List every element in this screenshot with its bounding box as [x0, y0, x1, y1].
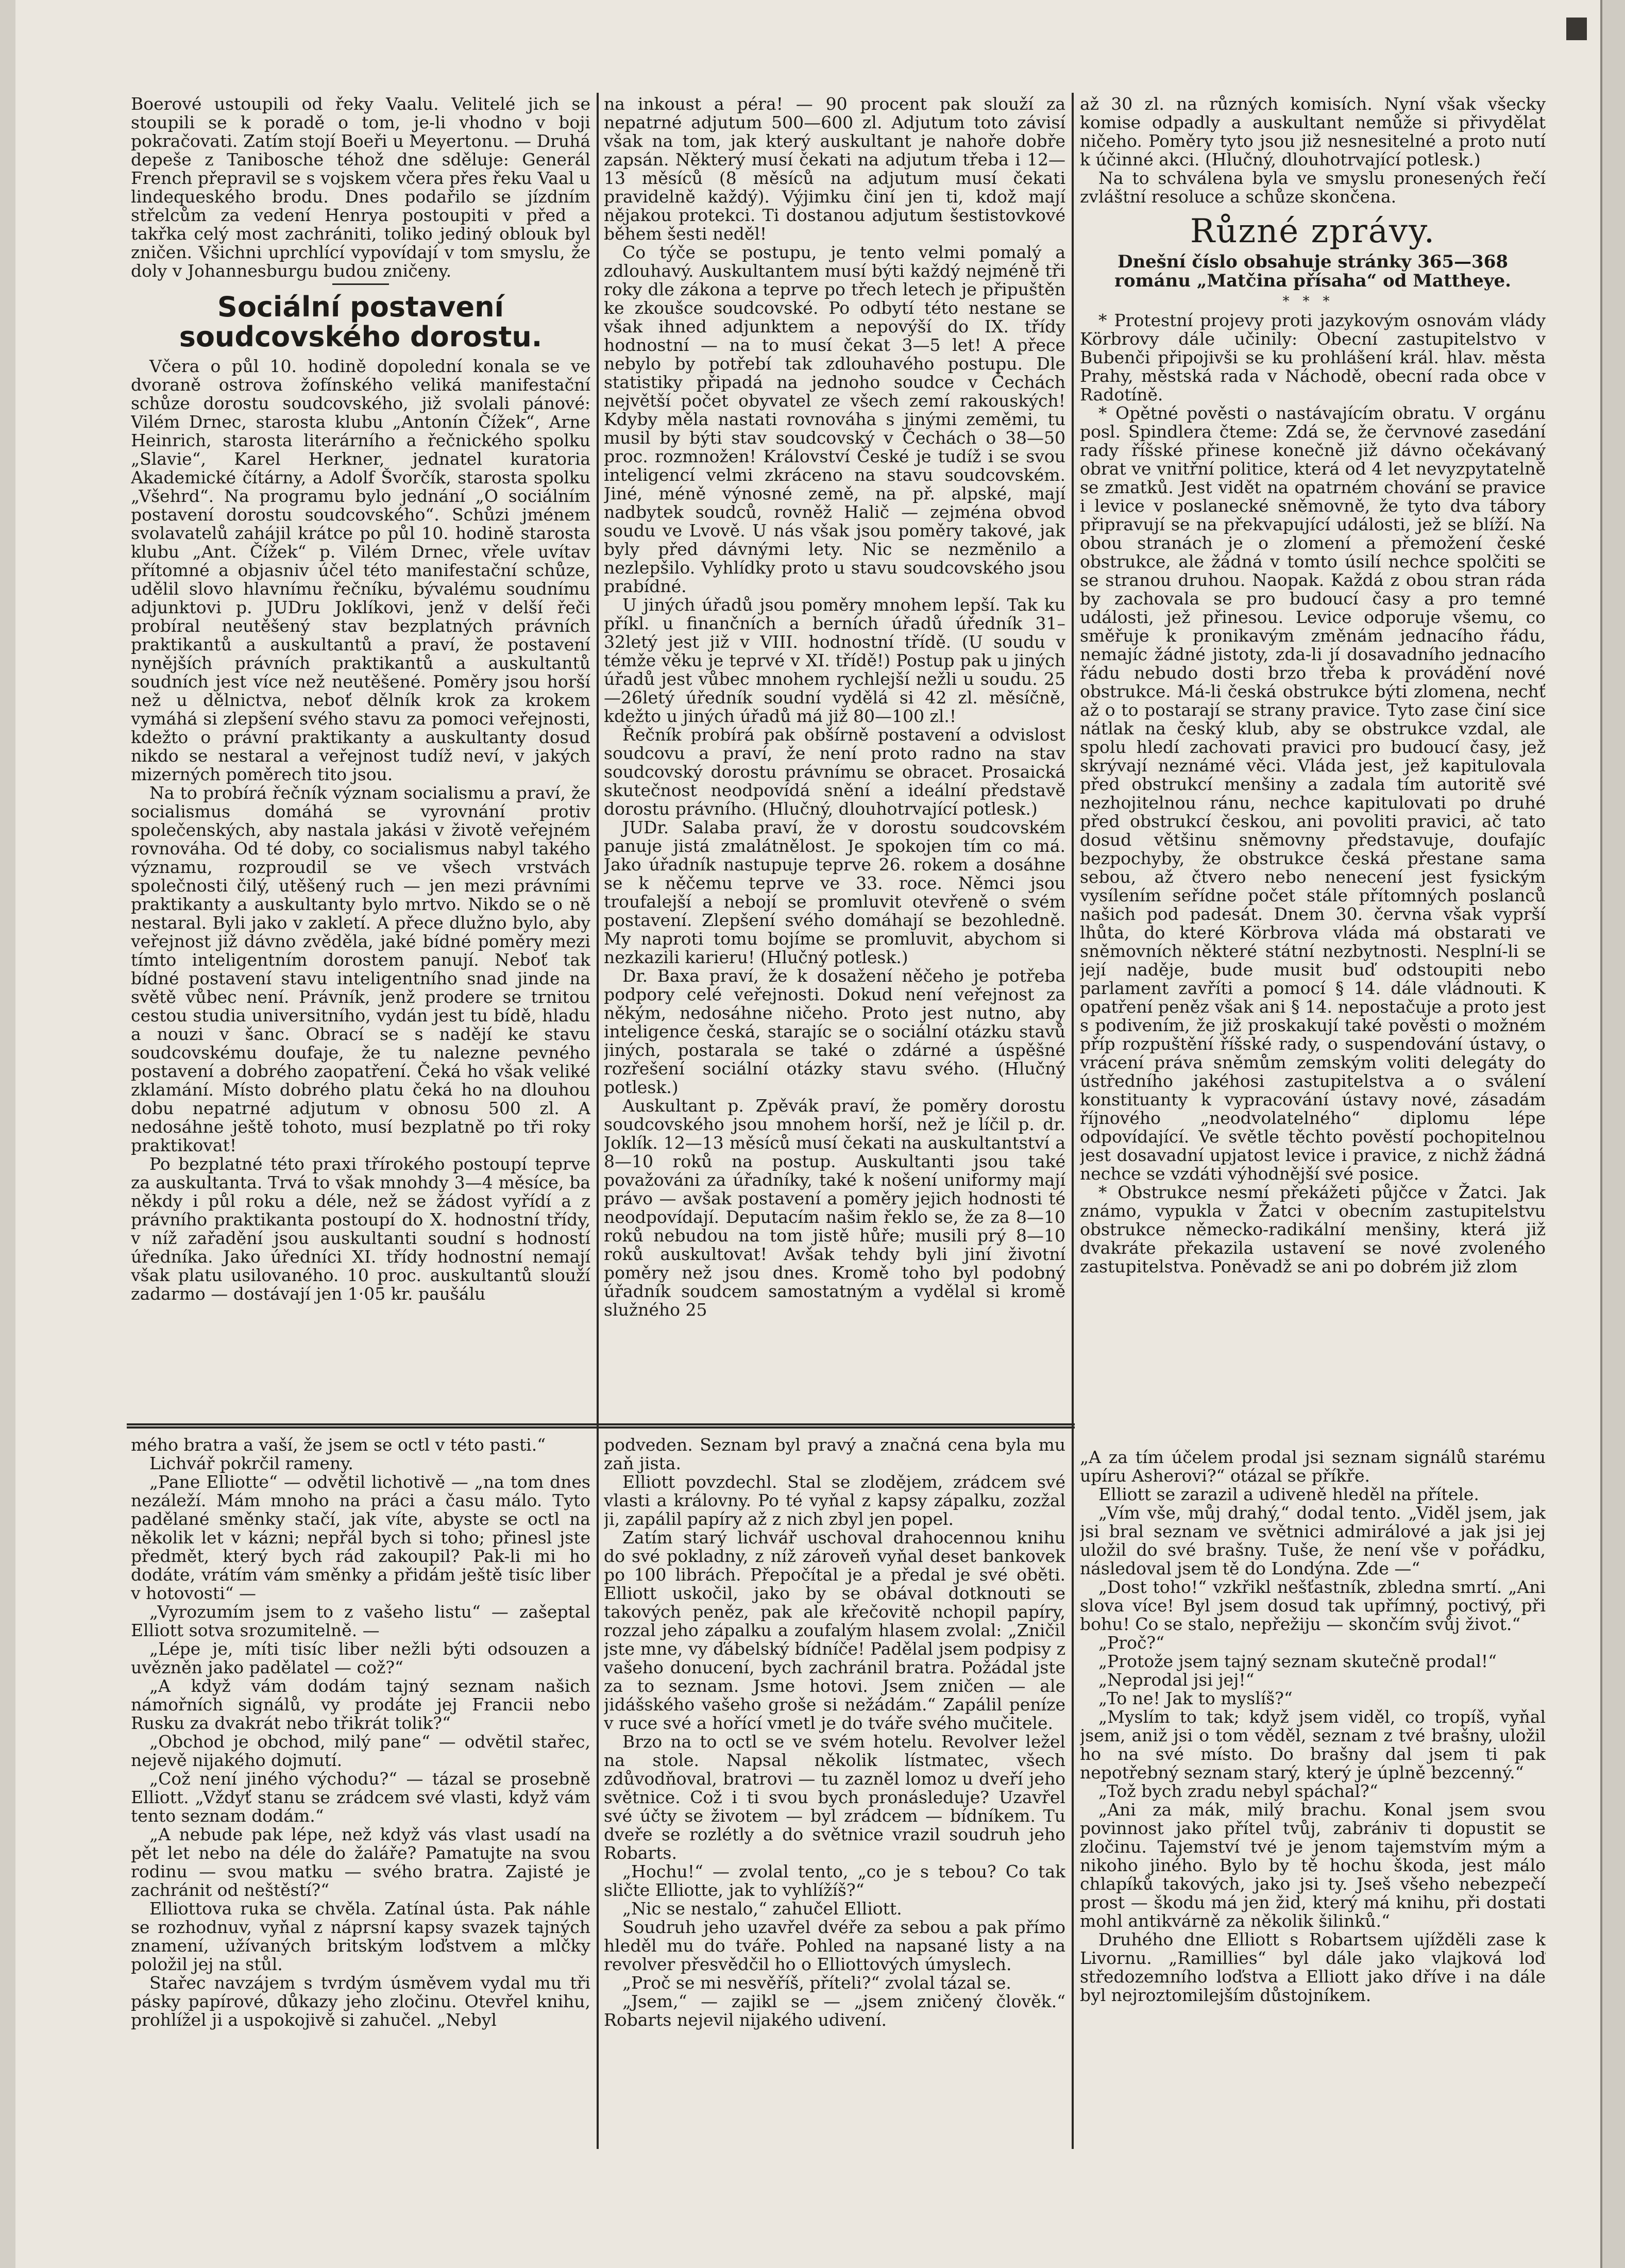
paragraph: Dr. Baxa praví, že k dosažení něčeho je potřeba podpory celé veřejnosti. Dokud není veřejnost za někým, nedosáhne ničeho. Proto jest nutno, aby inteligence česká, starajíc se o sociální otázku stavů jiných, postarala se také o zdárné a úspěšné rozřešení sociální otázky stavu svého. (Hlučný potlesk.)	[604, 966, 1065, 1097]
paragraph: Brzo na to octl se ve svém hotelu. Revolver ležel na stole. Napsal několik lístmatec, všech zdůvodňoval, bratrovi — tu zazněl lomoz u dveří jeho světnice. Což i ti svou bych pronásleduje? Uzavřel své účty se životem — byl zrádcem — bídníkem. Tu dveře se rozlétly a do světnice vrazil soudruh jeho Robarts.	[604, 1732, 1065, 1863]
paragraph: Elliottova ruka se chvěla. Zatínal ústa. Pak náhle se rozhodnuv, vyňal z náprsní kapsy svazek tajných znamení, užívaných britským loďstvem a mlčky položil jej na stůl.	[131, 1899, 590, 1974]
feuilleton-rule	[127, 1423, 1075, 1429]
paragraph: Zatím starý lichvář uschoval drahocennou knihu do své pokladny, z níž zároveň vyňal deset bankovek po 100 librách. Přepočítal je a předal je své oběti. Elliott uskočil, jako by se obával dotknouti se takových peněz, pak ale křečovitě nchopil papíry, rozzal jeho zápalku a zoufalým hlasem zvolal: „Zničil jste mne, vy ďábelský bídníče! Padělal jsem podpisy z vašeho donucení, bych zachránil bratra. Požádal jste za to seznam. Jsme hotovi. Jsem zničen — ale jidášského vašeho groše si nežádám.“ Zapálil peníze v ruce své a hořící vmetl je do tváře svého mučitele.	[604, 1527, 1065, 1733]
stars-divider: ***	[1282, 294, 1343, 309]
paragraph: Elliott se zarazil a udiveně hleděl na přítele.	[1098, 1484, 1479, 1504]
paragraph: „Proč?“	[1098, 1633, 1164, 1653]
paragraph: „Proč se mi nesvěříš, příteli?“ zvolal tázal se.	[622, 1973, 1011, 1993]
supplement-notice: Dnešní číslo obsahuje stránky 365—368 románu „Matčina přísaha“ od Mattheye.	[1114, 251, 1511, 291]
paragraph: Včera o půl 10. hodině dopolední konala se ve dvoraně ostrova žofínského veliká manifestační schůze dorostu soudcovského, již svolali pánové: Vilém Drnec, starosta klubu „Antonín Čížek“, Arne Heinrich, starosta literárního a řečnického spolku „Slavie“, Karel Herkner, jednatel kuratoria Akademické čítárny, a Adolf Švorčík, starosta spolku „Všehrd“. Na programu bylo jednání „O sociálním postavení dorostu soudcovského“. Schůzi jménem svolavatelů zahájil krátce po půl 10. hodině starosta klubu „Ant. Čížek“ p. Vilém Drnec, vřele uvítav přítomné a objasniv účel této manifestační schůze, udělil slovo hlavnímu řečníku, bývalému soudnímu adjunktovi p. JUDru Joklíkovi, jenž v delší řeči probíral neutěšený stav bezplatných právních praktikantů a auskultantů a praví, že postavení nynějších právních praktikantů a auskultantů soudních jest více než neutěšené. Poměry jsou horší než u dělnictva, neboť dělník krok za krokem vymáhá si zlepšení svého stavu za pomoci veřejnosti, kdežto o právní praktikanty a auskultanty dosud nikdo se nestaral a veřejnost tudíž neví, v jakých mizerných poměrech tito jsou.	[131, 356, 590, 784]
paragraph: „Dost toho!“ vzkřikl nešťastník, zbledna smrtí. „Ani slova více! Byl jsem dosud tak upřímný, poctivý, při bohu! Co se stalo, nepřežiju — skončím svůj život.“	[1080, 1577, 1546, 1634]
paragraph: „Lépe je, míti tisíc liber nežli býti odsouzen a uvězněn jako padělatel — což?“	[131, 1639, 590, 1677]
paragraph: Lichvář pokrčil rameny.	[149, 1453, 353, 1473]
paragraph: „Myslím to tak; když jsem viděl, co tropíš, vyňal jsem, aniž jsi o tom věděl, seznam z tvé brašny, uložil ho na své místo. Do brašny dal jsem ti pak nepotřebný seznam starý, který je úplně bezcenný.“	[1080, 1707, 1546, 1783]
feuilleton-middle	[604, 1436, 1065, 2152]
paragraph: až 30 zl. na různých komisích. Nyní však všecky komise odpadly a auskultant nemůže si přivydělat ničeho. Poměry tyto jsou již nesnesitelné a proto nutí k účinné akci. (Hlučný, dlouhotrvající potlesk.)	[1080, 95, 1546, 170]
paragraph: „Hochu!“ — zvolal tento, „co je s tebou? Co tak sličte Elliotte, jak to vyhlížíš?“	[604, 1861, 1065, 1900]
page-left-edge	[0, 0, 15, 2268]
paragraph: JUDr. Salaba praví, že v dorostu soudcovském panuje jistá zmalátnělost. Je spokojen tím co má. Jako úřadník nastupuje teprve 26. rokem a dosáhne se k něčemu teprve ve 33. roce. Němci jsou troufalejší a nebojí se promluvit otevřeně o svém postavení. Zlepšení svého domáhají se bezohledně. My naproti tomu bojíme se promluvit, abychom si nezkazili karieru! (Hlučný potlesk.)	[604, 817, 1065, 967]
paragraph: „A za tím účelem prodal jsi seznam signálů starému upíru Asherovi?“ otázal se příkře.	[1080, 1448, 1546, 1486]
news-item: * Obstrukce nesmí překážeti půjčce v Žatci. Jak známo, vypukla v Žatci v obecním zastupitelstvu obstrukce německo-radikální menšiny, která již dvakráte překazila ustavení se nové zvoleného zastupitelstva. Poněvadž se ani po dobrém již zlom	[1080, 1182, 1546, 1276]
paragraph: „Neprodal jsi jej!“	[1098, 1670, 1255, 1690]
news-item: * Opětné pověsti o nastávajícím obratu. V orgánu posl. Spindlera čteme: Zdá se, že červnové zasedání rady říšské přinese konečně již dávno očekávaný obrat ve vnitřní politice, která od 4 let nevyzpytatelně se zmatků. Jest vidět na opatrném chování se pravice i levice v poslanecké sněmovně, že tyto dva tábory připravují se na překvapující události, jež se blíží. Na obou stranách je o zlomení a přemožení české obstrukce, ale žádná v tomto úsilí nechce spolčiti se se stranou druhou. Naopak. Každá z obou stran ráda by zachovala se pro budoucí časy a pro temné události, jež přinesou. Levice odporuje všemu, co směřuje k pronikavým změnám jednacího řádu, nemajíc žádné jistoty, zda-li jí dosavadního jednacího řádu nebudo dosti brzo třeba k provádění nové obstrukce. Má-li česká obstrukce býti zlomena, nechť až o to postarají se strany pravice. Tyto zase činí sice nátlak na český klub, aby se obstrukce vzdal, ale spolu hledí zachovati pravici pro budoucí časy, jež skrývají neznámé věci. Vláda jest, jež kapitulovala před obstrukcí menšiny a zadala tím autoritě své nezhojitelnou ránu, nechce kapitulovati po druhé před obstrukcí českou, ani povoliti pravici, ač tato dosud většinu sněmovny představuje, doufajíc bezpochyby, že obstrukce česká přestane sama sebou, až čtvero nebo nenecení jest fysickým vysílením seřídne počet stále přítomných poslanců našich pod padesát. Dnem 30. června však vyprší lhůta, do které Körbrova vláda má obstarati ve sněmovních některé státní nezbytnosti. Nesplní-li se její naděje, bude musit buď odstoupiti nebo parlament zavříti a pomocí § 14. dále vládnouti. K opatření peněz však ani § 14. nepostačuje a proto jest s podivením, že již proskakují také pověsti o možném příp rozpuštění říšské rady, o suspendování ústavy, o vrácení práva sněmům zemským voliti delegáty do ústředního jakéhosi zastupitelstva a o sválení konstituanty k vypracování ústavy nové, zásadám říjnového „neodvolatelného“ diplomu lépe odpovídající. Ve světle těchto pověstí pochopitelnou jest dosavadní upjatost levice i pravice, z nichž žádná nechce se vzdáti výhodnější své posice.	[1080, 403, 1546, 1184]
paragraph: „Vyrozumím jsem to z vašeho listu“ — zašeptal Elliott sotva srozumitelně. —	[131, 1602, 590, 1640]
column-rule-1	[597, 93, 599, 2149]
paragraph: „Jsem,“ — zajikl se — „jsem zničený člověk.“ Robarts nejevil nijakého udivení.	[604, 1991, 1065, 2030]
paragraph: Auskultant p. Zpěvák praví, že poměry dorostu soudcovského jsou mnohem horší, než je líčil p. dr. Joklík. 12—13 měsíců musí čekati na auskultantství a 8—10 roků na postup. Auskultanti jsou také považováni za úřadníky, také k nošení uniformy mají právo — avšak postavení a poměry jejich hodnosti té neodpovídají. Deputacím našim řeklo se, že za 8—10 roků nebudou na tom jistě hůře; musili prý 8—10 roků auskultovat! Avšak tehdy byli jiní životní poměry než jsou dnes. Kromě toho byl podobný úřadník soudcem samostatným a vydělal si kromě služného 25	[604, 1096, 1065, 1320]
paragraph: „To ne! Jak to myslíš?“	[1098, 1688, 1293, 1708]
paragraph: Druhého dne Elliott s Robartsem ujížděli zase k Livornu. „Ramillies“ byl dále jako vlajková loď středozemního loďstva a Elliott jako dříve i na dále byl nejroztomilejším důstojníkem.	[1080, 1929, 1546, 2005]
paragraph: Stařec navzájem s tvrdým úsměvem vydal mu tři pásky papírové, důkazy jeho zločinu. Otevřel knihu, prohlížel ji a uspokojivě si zahučel. „Nebyl	[131, 1973, 590, 2030]
paragraph: Soudruh jeho uzavřel dvéře za sebou a pak přímo hleděl mu do tváře. Pohled na napsané listy a na revolver přesvědčil ho o Elliottových úmyslech.	[604, 1917, 1065, 1974]
paragraph: Na to schválena byla ve smyslu pronesených řečí zvláštní resoluce a schůze skončena.	[1080, 168, 1546, 207]
section-divider	[332, 283, 389, 285]
paragraph: „Ani za mák, milý brachu. Konal jsem svou povinnost jako přítel tvůj, zabrániv ti dopustit se zločinu. Tajemství tvé je jenom tajemstvím mým a nikoho jiného. Bylo by tě hochu škoda, jest málo chlapíků takových, jako jsi ty. Jseš všeho nebezpečí prost — škodu má jen žid, který má knihu, při dostati mohl antikvárně za několik šilinků.“	[1080, 1800, 1546, 1931]
paragraph: „Pane Elliotte“ — odvětil lichotivě — „na tom dnes nezáleží. Mám mnoho na práci a času málo. Tyto padělané směnky stačí, jak víte, abyste se octl na několik let v kázni; nepřál bych si toho; přinesl jste předmět, který bych rád zakoupil? Pak-li mi ho dodáte, vrátím vám směnky a přidám ještě tisíc liber v hotovosti“ —	[131, 1472, 590, 1603]
paragraph: „Tož bych zradu nebyl spáchal?“	[1098, 1781, 1378, 1801]
headline-social: Sociální postavení soudcovského dorostu.	[179, 291, 543, 353]
feuilleton-right	[1080, 1448, 1546, 2152]
page-right-edge	[1600, 0, 1625, 2268]
paragraph: U jiných úřadů jsou poměry mnohem lepší. Tak ku příkl. u finančních a berních úřadů úředník 31–32letý jest již v VIII. hodnostní třídě. (U soudu v témže věku je teprvé v XI. třídě!) Postup pak u jiných úřadů jest vůbec mnohem rychlejší nežli u soudu. 25—26letý úředník soudní vydělá si 42 zl. měsíčně, kdežto u jiných úřadů má již 80—100 zl.!	[604, 595, 1065, 726]
paragraph: „A když vám dodám tajný seznam našich námořních signálů, vy prodáte jej Francii nebo Rusku za dvakrát nebo třikrát tolik?“	[131, 1676, 590, 1733]
paragraph: na inkoust a péra! — 90 procent pak slouží za nepatrné adjutum 500—600 zl. Adjutum toto závisí však na tom, jak který auskultant je nahoře dobře zapsán. Některý musí čekati na adjutum třeba i 12—13 měsíců (8 měsíců na adjutum musí čekati pravidelně každý). Výjimku činí jen ti, kdož mají nějakou protekci. Ti dostanou adjutum šestistovkové během šesti neděl!	[604, 95, 1065, 244]
corner-mark	[1566, 18, 1587, 40]
column-rule-2	[1072, 93, 1074, 2149]
paragraph: Po bezplatné této praxi třírokého postoupí teprve za auskultanta. Trvá to však mnohdy 3—4 měsíce, ba někdy i půl roku a déle, než se žádost vyřídí a z právního praktikanta postoupí do X. hodnostní třídy, v níž zařadění jsou auskultanti soudní s hodností úředníka. Jako úředníci XI. třídy hodnostní nemají však platu usilovaného. 10 proc. auskultantů slouží zadarmo — dostávají jen 1·05 kr. paušálu	[131, 1154, 590, 1304]
news-item: * Protestní projevy proti jazykovým osnovám vlády Körbrovy dále učinily: Obecní zastupitelstvo v Bubenči připojivši se ku prohlášení král. hlav. města Prahy, městská rada v Náchodě, obecní rada obce v Radotíně.	[1080, 310, 1546, 405]
column-middle	[604, 95, 1065, 1421]
column-left	[131, 95, 590, 1421]
paragraph: Elliott povzdechl. Stal se zlodějem, zrádcem své vlasti a královny. Po té vyňal z kapsy zápalku, zozžal ji, zapálil papíry až z nich zbyl jen popel.	[604, 1472, 1065, 1529]
paragraph: Na to probírá řečník význam socialismu a praví, že socialismus domáhá se vyrovnání protiv společenských, aby nastala jakási v životě veřejném rovnováha. Od té doby, co socialismus nabyl takého významu, rozproudil se ve všech vrstvách společnosti čilý, utěšený ruch — jen mezi právními praktikanty a auskultanty bylo mrtvo. Nikdo se o ně nestaral. Byli jako v zakletí. A přece dlužno bylo, aby veřejnost již dávno zvěděla, jaké bídné poměry mezi tímto inteligentním dorostem panují. Neboť tak bídné postavení stavu inteligentního snad jinde na světě vůbec není. Právník, jenž prodere se trnitou cestou studia universitního, vydán jest tu bídě, hladu a nouzi v šanc. Obrací se s nadějí ke stavu soudcovskému doufaje, že tu nalezne pevného postavení a dobrého zaopatření. Čeká ho však veliké zklamání. Místo dobrého platu čeká ho na dlouhou dobu nepatrné adjutum v obnosu 500 zl. A nedosáhne ještě tohoto, musí bezplatně po tři roky praktikovat!	[131, 783, 590, 1155]
paragraph: „Nic se nestalo,“ zahučel Elliott.	[622, 1899, 902, 1919]
paragraph: „Což není jiného východu?“ — tázal se prosebně Elliott. „Vždyť stanu se zrádcem své vlasti, když vám tento seznam dodám.“	[131, 1769, 590, 1826]
paragraph: podveden. Seznam byl pravý a značná cena byla mu zaň jista.	[604, 1436, 1065, 1473]
paragraph: Co týče se postupu, je tento velmi pomalý a zdlouhavý. Auskultantem musí býti každý nejméně tři roky dle zákona a teprve po třech letech je připuštěn ke zkoušce soudcovské. Po odbytí této nestane se však ihned adjunktem a nepovýší do IX. třídy hodnostní — na to musí čekat 3—5 let! A přece nebylo by potřebí tak zdlouhavého postupu. Dle statistiky připadá na jednoho soudce v Čechách největší počet obyvatel ze všech zemí rakouských! Kdyby měla nastati rovnováha s jinými zeměmi, tu musil by býti stav soudcovský v Čechách o 38—50 proc. rozmnožen! Království České je tudíž i se svou inteligencí velmi zkráceno na stavu soudcovském. Jiné, méně výnosné země, na př. alpské, mají nadbytek soudců, rovněž Halič — zejména obvod soudu ve Lvově. U nás však jsou poměry takové, jak byly před dávnými lety. Nic se nezměnilo a nezlepšilo. Vyhlídky proto u stavu soudcovského jsou prabídné.	[604, 242, 1065, 596]
paragraph: „Protože jsem tajný seznam skutečně prodal!“	[1098, 1651, 1497, 1671]
headline-news: Různé zprávy.	[1190, 212, 1436, 250]
column-right	[1080, 95, 1546, 1439]
paragraph: „Obchod je obchod, milý pane“ — odvětil stařec, nejevě nijakého dojmutí.	[131, 1732, 590, 1770]
paragraph: „A nebude pak lépe, než když vás vlast usadí na pět let nebo na déle do žaláře? Pamatujte na svou rodinu — svou matku — svého bratra. Zajisté je zachránit od neštěstí?“	[131, 1824, 590, 1900]
feuilleton-left	[131, 1436, 590, 2152]
paragraph: „Vím vše, můj drahý,“ dodal tento. „Viděl jsem, jak jsi bral seznam ve světnici admirálové a jak jsi jej uložil do své brašny. Tuše, že není vše v pořádku, následoval jsem tě do Londýna. Zde —“	[1080, 1503, 1546, 1578]
paragraph: Řečník probírá pak obšírně postavení a odvislost soudcovu a praví, že není proto radno na stav soudcovský dorostu právnímu se obracet. Prosaická skutečnost neodpovídá snění a ideální představě dorostu právního. (Hlučný, dlouhotrvající potlesk.)	[604, 725, 1065, 819]
paragraph: mého bratra a vaší, že jsem se octl v této pasti.“	[131, 1436, 546, 1455]
paragraph: Boerové ustoupili od řeky Vaalu. Velitelé jich se stoupili se k poradě o tom, je-li vhodno v boji pokračovati. Zatím stojí Boeři u Meyertonu. — Druhá depeše z Tanibosche téhož dne sděluje: Generál French přepravil se s vojskem včera přes řeku Vaal u lindequeského brodu. Dnes podařilo se jízdním střelcům za vedení Henrya postoupiti v před a takřka celý most zachrániti, toliko jediný oblouk byl zničen. Všichni uprchlící vypovídají v tom smyslu, že doly v Johannesburgu budou zničeny.	[131, 95, 590, 281]
